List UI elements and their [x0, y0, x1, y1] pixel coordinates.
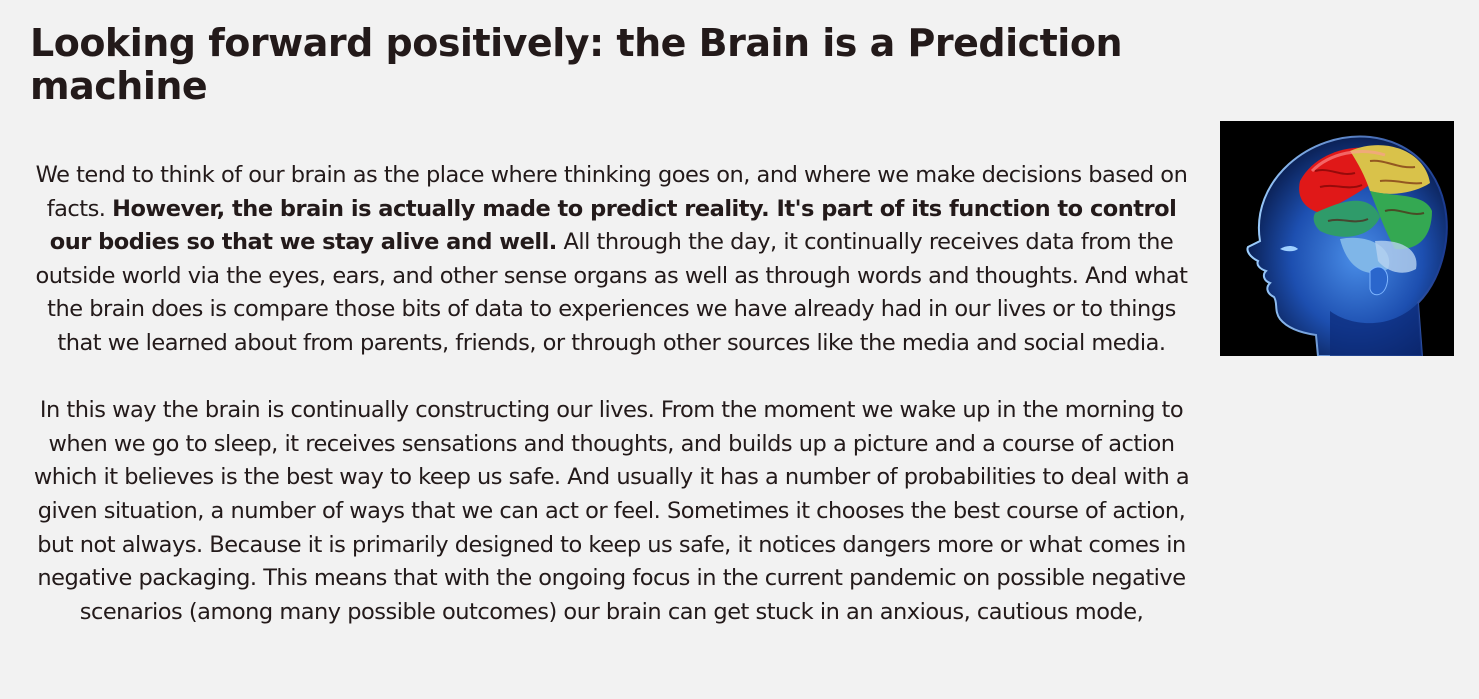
page-title: Looking forward positively: the Brain is a Prediction machine — [30, 21, 1122, 108]
paragraph-1-text-1: We tend to think of our brain as the place where thinking goes on, and where we make decisions based on facts. — [35, 162, 1188, 222]
paragraph-2 — [30, 394, 1193, 629]
paragraph-1-bold-text: However, the brain is actually made to predict reality. It's part of its function to control our bodies so that we stay alive and well. — [49, 195, 1177, 256]
brain-head-illustration — [1220, 121, 1454, 356]
article-body — [30, 159, 1193, 629]
paragraph-1-text-2: All through the day, it continually receives data from the outside world via the eyes, ears, and other sense organs as well as through words and thoughts. And what the brain does is compare those bits of data to experiences we have already had in our lives or to things that we learned about from parents, friends, or through other sources like the media and social media. — [35, 229, 1188, 356]
paragraph-2-text: In this way the brain is continually constructing our lives. From the moment we wake up in the morning to when we go to sleep, it receives sensations and thoughts, and builds up a picture and a course of action which it believes is the best way to keep us safe. And usually it has a number of probabilities to deal with a given situation, a number of ways that we can act or feel. Sometimes it chooses the best course of action, but not always. Because it is primarily designed to keep us safe, it notices dangers more or what comes in negative packaging. This means that with the ongoing focus in the current pandemic on possible negative scenarios (among many possible outcomes) our brain can get stuck in an anxious, cautious mode, — [33, 397, 1190, 625]
paragraph-1 — [30, 159, 1193, 361]
